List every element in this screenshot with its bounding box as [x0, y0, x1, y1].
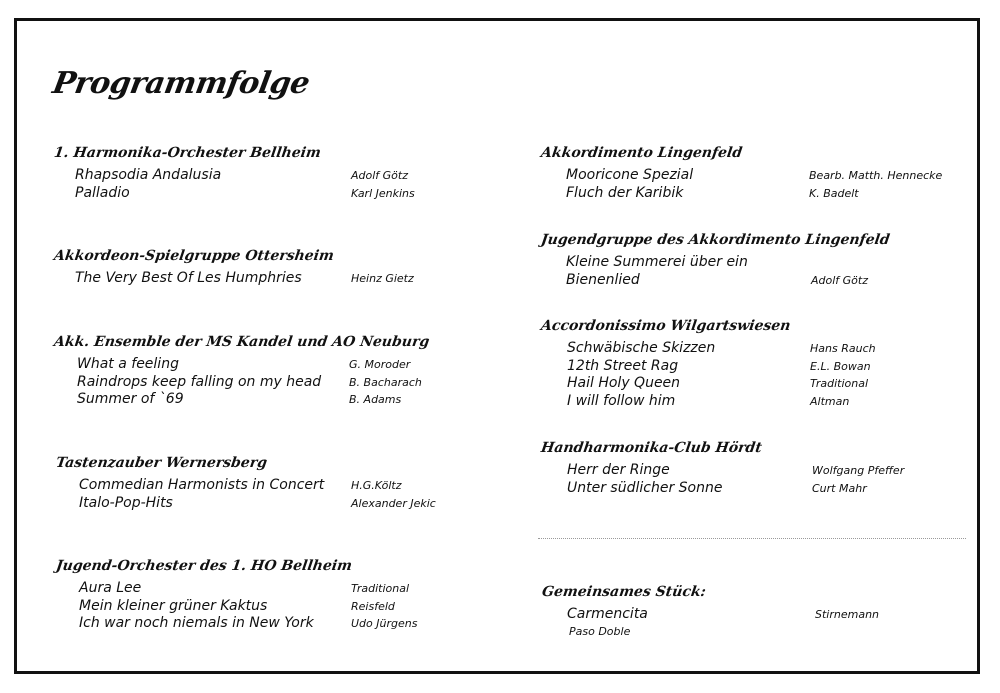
ensemble-name: Handharmonika-Club Hördt	[540, 440, 763, 456]
ensemble-group	[53, 145, 415, 202]
piece-composer: Alexander Jekic	[351, 496, 436, 510]
piece-composer: K. Badelt	[809, 186, 859, 200]
piece-title: Aura Lee	[79, 580, 142, 596]
ensemble-group	[55, 558, 418, 633]
piece-title: Italo-Pop-Hits	[79, 494, 173, 511]
program-item	[77, 391, 428, 409]
program-item	[567, 375, 869, 393]
piece-subtitle: Paso Doble	[569, 624, 631, 638]
piece-composer: B. Bacharach	[349, 375, 422, 389]
piece-composer: Bearb. Matth. Hennecke	[809, 169, 943, 182]
program-item	[567, 357, 871, 376]
program-item	[567, 340, 876, 358]
ensemble-name: Gemeinsames Stück:	[541, 584, 707, 600]
ensemble-group	[540, 318, 876, 410]
ensemble-name: Jugend-Orchester des 1. HO Bellheim	[55, 558, 354, 574]
piece-title: Schwäbische Skizzen	[567, 340, 716, 356]
piece-composer: Hans Rauch	[810, 342, 876, 355]
piece-composer: Udo Jürgens	[351, 617, 418, 630]
piece-title: Hail Holy Queen	[567, 375, 681, 391]
ensemble-group	[541, 584, 880, 639]
piece-title: Rhapsodia Andalusia	[75, 167, 222, 183]
program-item	[79, 615, 418, 633]
ensemble-name: Akk. Ensemble der MS Kandel und AO Neuburg	[53, 334, 431, 350]
ensemble-group	[540, 145, 943, 202]
ensemble-group	[540, 440, 905, 497]
ensemble-name: Akkordeon-Spielgruppe Ottersheim	[53, 248, 335, 264]
ensemble-group	[53, 334, 431, 409]
piece-composer: Adolf Götz	[811, 273, 869, 287]
ensemble-name: Akkordimento Lingenfeld	[540, 145, 744, 161]
piece-title: What a feeling	[77, 356, 179, 372]
ensemble-name: Jugendgruppe des Akkordimento Lingenfeld	[540, 232, 891, 248]
ensemble-group	[55, 455, 436, 512]
program-item	[77, 356, 428, 374]
program-item	[566, 184, 859, 203]
piece-composer: Heinz Gietz	[351, 272, 414, 285]
piece-title: Commedian Harmonists in Concert	[79, 477, 325, 493]
piece-title: I will follow him	[567, 392, 676, 409]
piece-composer: Altman	[810, 394, 850, 408]
piece-composer: Traditional	[351, 582, 410, 595]
piece-title: Unter südlicher Sonne	[567, 479, 723, 496]
section-divider	[538, 538, 966, 539]
program-item	[566, 167, 943, 185]
piece-composer: Adolf Götz	[351, 169, 409, 182]
piece-title: 12th Street Rag	[567, 357, 679, 374]
piece-title: Mein kleiner grüner Kaktus	[79, 597, 268, 614]
program-item	[75, 167, 409, 185]
piece-title: Ich war noch niemals in New York	[79, 615, 314, 631]
program-item	[79, 494, 436, 513]
piece-composer: Curt Mahr	[812, 481, 867, 495]
program-item	[567, 462, 905, 480]
program-item	[75, 184, 415, 203]
piece-composer: B. Adams	[349, 393, 402, 406]
piece-composer: H.G.Költz	[351, 479, 402, 492]
piece-title: Herr der Ringe	[567, 462, 670, 478]
page-title: Programmfolge	[49, 66, 313, 101]
piece-composer: Stirnemann	[815, 608, 880, 621]
program-item	[567, 392, 850, 411]
piece-composer: Traditional	[810, 377, 869, 390]
piece-title: Mooricone Spezial	[566, 167, 694, 183]
program-item	[79, 580, 410, 598]
program-item	[566, 254, 889, 272]
piece-composer: Reisfeld	[351, 599, 395, 613]
ensemble-group	[53, 248, 414, 288]
program-item	[79, 597, 395, 616]
program-item	[566, 272, 889, 290]
piece-composer: Wolfgang Pfeffer	[812, 464, 905, 477]
piece-title: Kleine Summerei über ein	[566, 254, 748, 270]
piece-title: Raindrops keep falling on my head	[77, 373, 322, 390]
piece-composer: G. Moroder	[349, 358, 411, 371]
piece-title: Palladio	[75, 184, 130, 201]
program-item	[77, 374, 428, 392]
piece-composer: Karl Jenkins	[351, 186, 415, 200]
piece-title: Carmencita	[567, 606, 648, 622]
piece-title: Fluch der Karibik	[566, 184, 684, 201]
program-item	[79, 477, 402, 495]
ensemble-name: Accordonissimo Wilgartswiesen	[540, 318, 792, 334]
piece-title: Summer of `69	[77, 391, 184, 407]
program-item	[567, 606, 880, 624]
program-item-subtitle	[569, 624, 705, 639]
piece-composer: E.L. Bowan	[810, 359, 871, 373]
ensemble-name: 1. Harmonika-Orchester Bellheim	[53, 145, 322, 161]
program-item	[75, 270, 414, 288]
piece-title: The Very Best Of Les Humphries	[75, 270, 302, 286]
piece-title: Bienenlied	[566, 271, 640, 288]
ensemble-group	[540, 232, 889, 289]
ensemble-name: Tastenzauber Wernersberg	[55, 455, 269, 471]
program-item	[567, 479, 867, 498]
